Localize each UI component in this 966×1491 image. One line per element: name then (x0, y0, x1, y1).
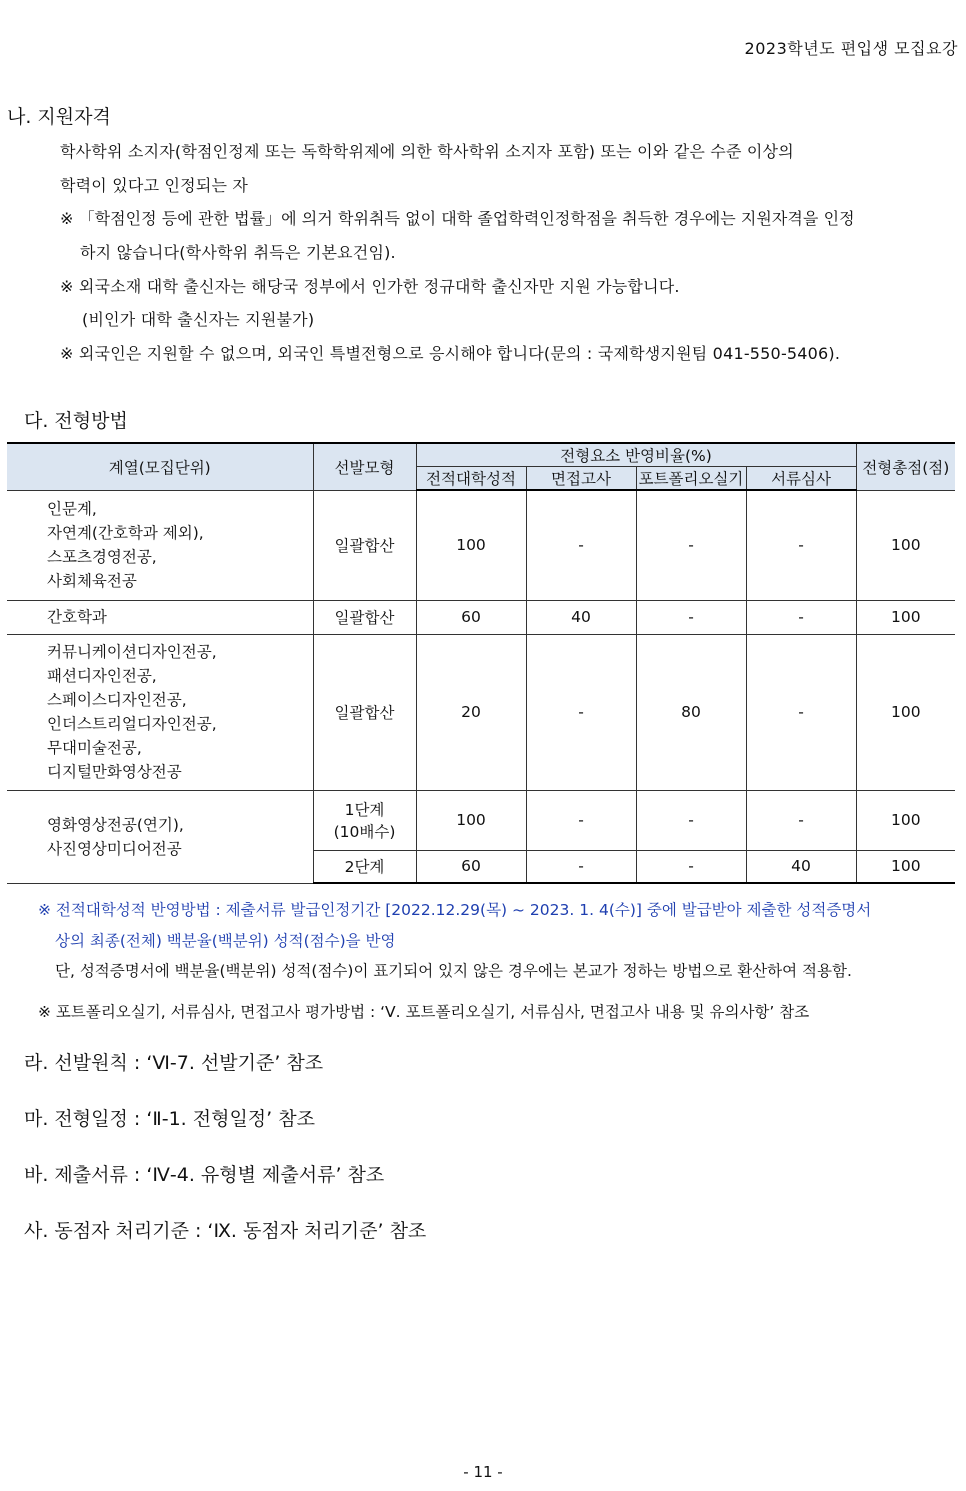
section-na-title: 나. 지원자격 (7, 106, 111, 128)
section-da-title: 다. 전형방법 (24, 410, 128, 432)
section-sa: 사. 동점자 처리기준 : ‘Ⅸ. 동점자 처리기준’ 참조 (24, 1220, 427, 1242)
row-unit: 인문계, 자연계(간호학과 제외), 스포츠경영전공, 사회체육전공 (7, 490, 313, 600)
eligibility-note-2: ※ 외국소재 대학 출신자는 해당국 정부에서 인가한 정규대학 출신자만 지원 가능합니다. (60, 277, 680, 296)
header-model: 선발모형 (313, 443, 416, 490)
table-row (7, 634, 955, 790)
transcript-note-line-3: 단, 성적증명서에 백분율(백분위) 성적(점수)이 표기되어 있지 않은 경우에는 본교가 정하는 방법으로 환산하여 적용함. (55, 962, 852, 980)
document-header: 2023학년도 편입생 모집요강 (744, 39, 958, 58)
section-ra: 라. 선발원칙 : ‘Ⅵ-7. 선발기준’ 참조 (24, 1052, 324, 1074)
row-total: 100 (856, 600, 955, 634)
row-interview: - (526, 850, 636, 883)
row-model: 1단계 (10배수) (313, 790, 416, 850)
row-unit: 영화영상전공(연기), 사진영상미디어전공 (7, 790, 313, 883)
row-portfolio: - (636, 850, 746, 883)
header-interview: 면접고사 (526, 467, 636, 491)
row-model: 일괄합산 (313, 600, 416, 634)
header-total: 전형총점(점) (856, 443, 955, 490)
row-unit: 커뮤니케이션디자인전공, 패션디자인전공, 스페이스디자인전공, 인더스트리얼디자인전공, 무대미술전공, 디지털만화영상전공 (7, 634, 313, 790)
row-interview: 40 (526, 600, 636, 634)
row-total: 100 (856, 790, 955, 850)
row-documents: - (746, 490, 856, 600)
page-number: - 11 - (463, 1463, 503, 1481)
eligibility-note-1-cont: 하지 않습니다(학사학위 취득은 기본요건임). (80, 243, 396, 262)
transcript-note-line-1: ※ 전적대학성적 반영방법 : 제출서류 발급인정기간 [2022.12.29(목) ~ 2023. 1. 4(수)] 중에 발급받아 제출한 성적증명서 (38, 901, 872, 919)
row-documents: - (746, 600, 856, 634)
eligibility-note-2-cont: (비인가 대학 출신자는 지원불가) (82, 310, 315, 329)
row-transcript: 100 (416, 490, 526, 600)
header-ratio: 전형요소 반영비율(%) (416, 443, 856, 467)
row-model: 일괄합산 (313, 490, 416, 600)
row-portfolio: - (636, 490, 746, 600)
eligibility-line-1: 학사학위 소지자(학점인정제 또는 독학학위제에 의한 학사학위 소지자 포함) 또는 이와 같은 수준 이상의 (60, 142, 794, 161)
row-interview: - (526, 634, 636, 790)
row-unit: 간호학과 (7, 600, 313, 634)
row-transcript: 20 (416, 634, 526, 790)
row-total: 100 (856, 490, 955, 600)
section-ba: 바. 제출서류 : ‘Ⅳ-4. 유형별 제출서류’ 참조 (24, 1164, 385, 1186)
row-model: 일괄합산 (313, 634, 416, 790)
eligibility-note-1: ※ 「학점인정 등에 관한 법률」에 의거 학위취득 없이 대학 졸업학력인정학점을 취득한 경우에는 지원자격을 인정 (60, 209, 855, 228)
evaluation-note: ※ 포트폴리오실기, 서류심사, 면접고사 평가방법 : ‘Ⅴ. 포트폴리오실기, 서류심사, 면접고사 내용 및 유의사항’ 참조 (38, 1003, 810, 1021)
row-documents: - (746, 790, 856, 850)
row-model: 2단계 (313, 850, 416, 883)
row-transcript: 60 (416, 850, 526, 883)
header-unit: 계열(모집단위) (7, 443, 313, 490)
header-documents: 서류심사 (746, 467, 856, 491)
row-portfolio: 80 (636, 634, 746, 790)
row-portfolio: - (636, 790, 746, 850)
header-portfolio: 포트폴리오실기 (636, 467, 746, 491)
transcript-note-line-2: 상의 최종(전체) 백분율(백분위) 성적(점수)을 반영 (55, 932, 396, 950)
row-portfolio: - (636, 600, 746, 634)
header-transcript: 전적대학성적 (416, 467, 526, 491)
eligibility-line-2: 학력이 있다고 인정되는 자 (60, 176, 249, 195)
table-row (7, 790, 955, 850)
row-documents: 40 (746, 850, 856, 883)
row-documents: - (746, 634, 856, 790)
row-interview: - (526, 490, 636, 600)
table-row (7, 490, 955, 600)
row-interview: - (526, 790, 636, 850)
eligibility-note-3: ※ 외국인은 지원할 수 없으며, 외국인 특별전형으로 응시해야 합니다(문의 : 국제학생지원팀 041-550-5406). (60, 344, 841, 363)
selection-method-table (7, 442, 955, 884)
row-transcript: 60 (416, 600, 526, 634)
table-row (7, 600, 955, 634)
row-total: 100 (856, 850, 955, 883)
row-transcript: 100 (416, 790, 526, 850)
section-ma: 마. 전형일정 : ‘Ⅱ-1. 전형일정’ 참조 (24, 1108, 315, 1130)
row-total: 100 (856, 634, 955, 790)
